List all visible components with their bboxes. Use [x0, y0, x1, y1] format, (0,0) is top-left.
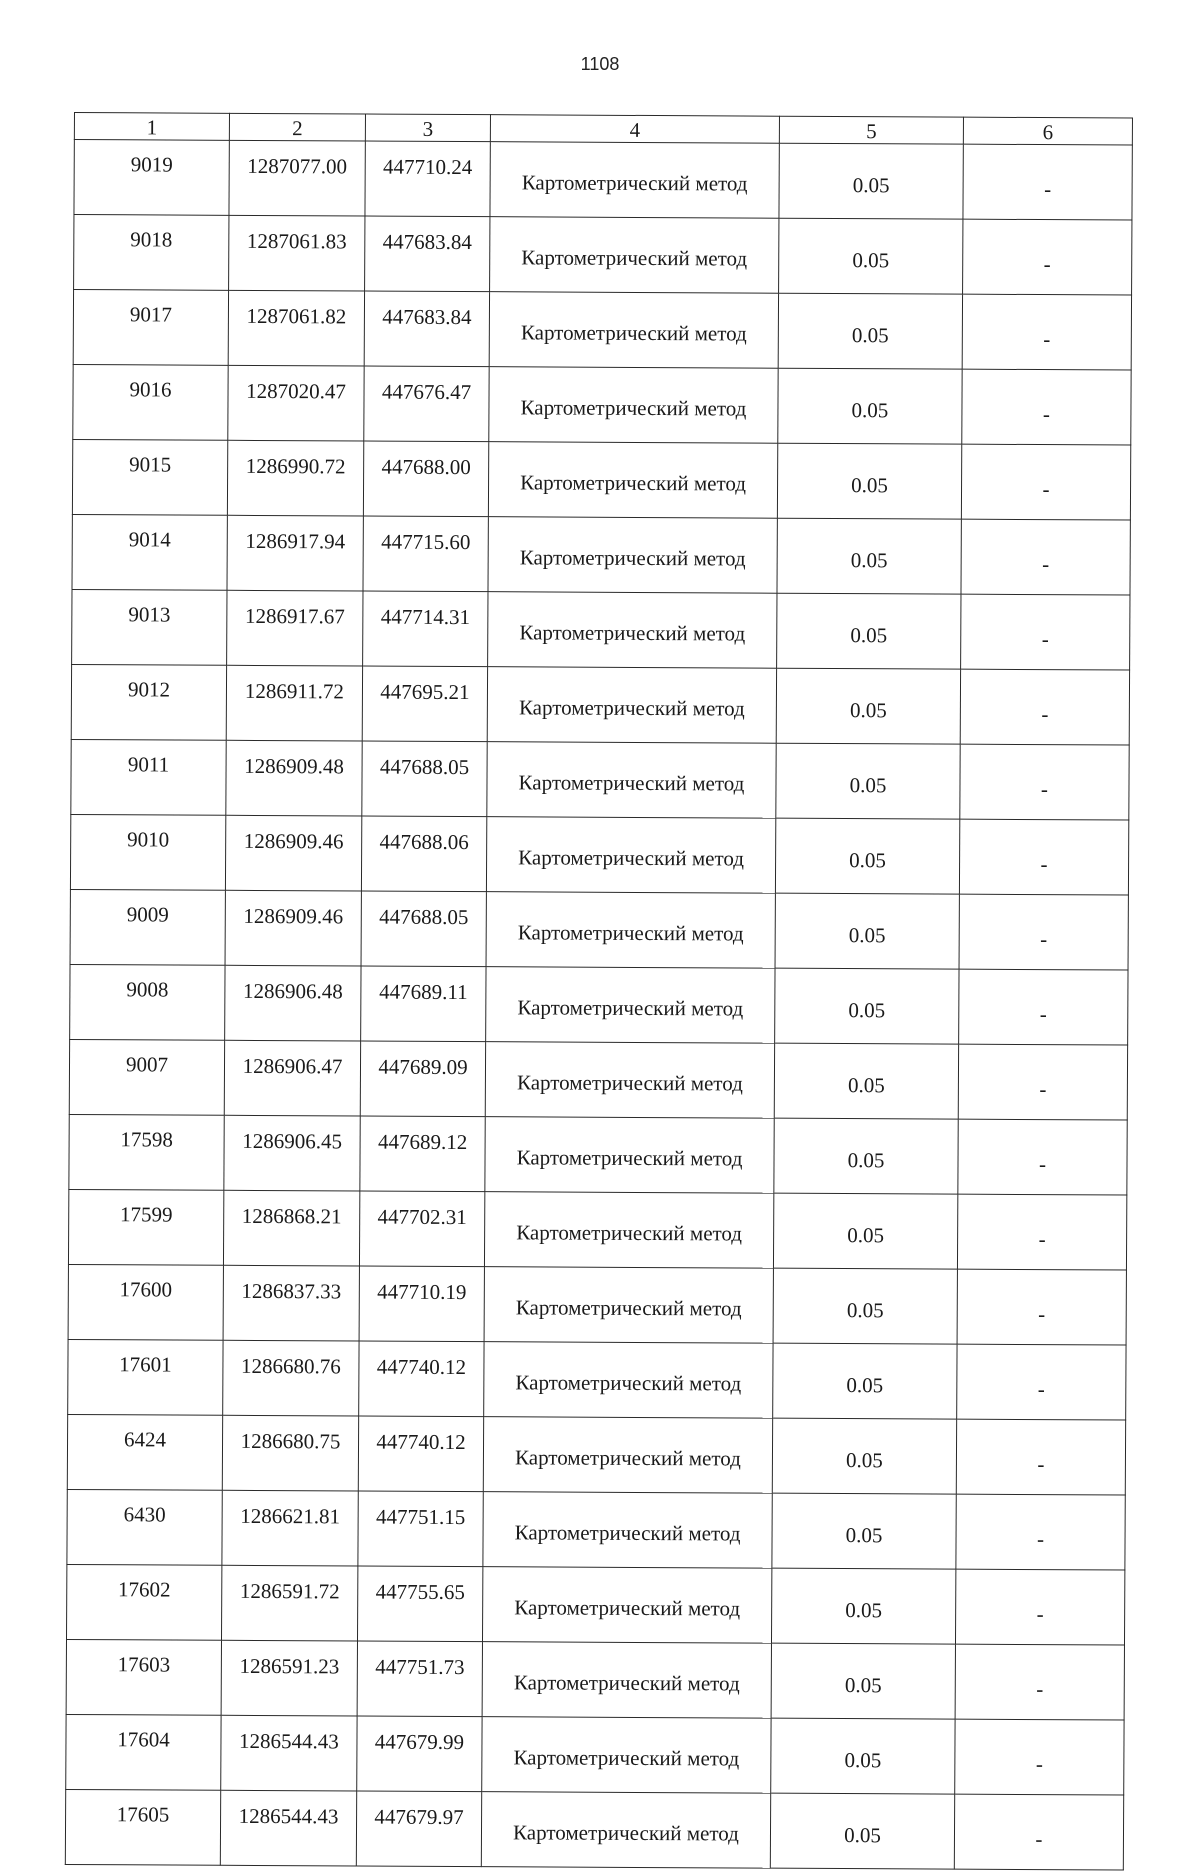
- x-coordinate-cell: 1286906.48: [225, 965, 361, 1041]
- table-row: [68, 1264, 1126, 1345]
- x-coordinate-cell: 1286990.72: [227, 440, 363, 516]
- y-coordinate-cell: 447688.06: [361, 816, 486, 892]
- table-row: [66, 1639, 1124, 1720]
- method-cell: Картометрический метод: [484, 1192, 773, 1269]
- point-number-cell: 17605: [65, 1789, 220, 1865]
- note-cell: -: [958, 1119, 1127, 1195]
- y-coordinate-cell: 447714.31: [363, 591, 488, 667]
- point-number-cell: 9018: [74, 215, 229, 291]
- point-number-cell: 17598: [69, 1114, 224, 1190]
- point-number-cell: 9010: [70, 814, 225, 890]
- x-coordinate-cell: 1286621.81: [222, 1490, 358, 1566]
- method-cell: Картометрический метод: [484, 1342, 773, 1419]
- note-cell: -: [954, 1794, 1123, 1870]
- note-cell: -: [955, 1719, 1124, 1795]
- x-coordinate-cell: 1286680.75: [222, 1415, 358, 1491]
- point-number-cell: 17604: [66, 1714, 221, 1790]
- accuracy-cell: 0.05: [771, 1568, 955, 1644]
- note-cell: -: [957, 1269, 1126, 1345]
- column-header-3: 3: [365, 114, 490, 142]
- accuracy-cell: 0.05: [773, 1268, 957, 1344]
- x-coordinate-cell: 1286591.23: [221, 1640, 357, 1716]
- table-row: [69, 1114, 1127, 1195]
- column-header-2: 2: [229, 113, 365, 141]
- method-cell: Картометрический метод: [486, 967, 775, 1044]
- x-coordinate-cell: 1286917.94: [227, 515, 363, 591]
- x-coordinate-cell: 1286906.47: [224, 1040, 360, 1116]
- note-cell: -: [958, 1044, 1127, 1120]
- method-cell: Картометрический метод: [482, 1567, 771, 1644]
- point-number-cell: 9008: [70, 964, 225, 1040]
- coordinates-table: [65, 112, 1133, 1871]
- x-coordinate-cell: 1286917.67: [227, 590, 363, 666]
- y-coordinate-cell: 447751.15: [358, 1491, 483, 1567]
- table-row: [65, 1789, 1123, 1870]
- accuracy-cell: 0.05: [774, 1043, 958, 1119]
- accuracy-cell: 0.05: [779, 143, 963, 219]
- method-cell: Картометрический метод: [487, 667, 776, 744]
- y-coordinate-cell: 447755.65: [357, 1566, 482, 1642]
- point-number-cell: 17600: [68, 1264, 223, 1340]
- point-number-cell: 9014: [72, 514, 227, 590]
- accuracy-cell: 0.05: [773, 1193, 957, 1269]
- accuracy-cell: 0.05: [778, 368, 962, 444]
- page-number: 1108: [580, 54, 620, 74]
- point-number-cell: 9012: [71, 664, 226, 740]
- y-coordinate-cell: 447689.09: [360, 1041, 485, 1117]
- y-coordinate-cell: 447740.12: [358, 1416, 483, 1492]
- method-cell: Картометрический метод: [486, 817, 775, 894]
- method-cell: Картометрический метод: [481, 1792, 770, 1869]
- table-row: [70, 964, 1128, 1045]
- table-row: [72, 439, 1130, 520]
- note-cell: -: [961, 594, 1130, 670]
- y-coordinate-cell: 447710.19: [359, 1266, 484, 1342]
- table-row: [72, 589, 1130, 670]
- x-coordinate-cell: 1286837.33: [223, 1265, 359, 1341]
- accuracy-cell: 0.05: [775, 968, 959, 1044]
- column-header-6: 6: [963, 117, 1132, 145]
- table-body: [65, 140, 1132, 1871]
- accuracy-cell: 0.05: [776, 743, 960, 819]
- table-row: [67, 1414, 1125, 1495]
- point-number-cell: 9007: [69, 1039, 224, 1115]
- note-cell: -: [960, 744, 1129, 820]
- point-number-cell: 17601: [68, 1339, 223, 1415]
- method-cell: Картометрический метод: [486, 892, 775, 969]
- table-row: [70, 889, 1128, 970]
- point-number-cell: 9017: [73, 290, 228, 366]
- point-number-cell: 9011: [71, 739, 226, 815]
- method-cell: Картометрический метод: [489, 292, 778, 369]
- table-row: [71, 739, 1129, 820]
- accuracy-cell: 0.05: [777, 518, 961, 594]
- accuracy-cell: 0.05: [771, 1643, 955, 1719]
- column-header-5: 5: [779, 116, 963, 144]
- method-cell: Картометрический метод: [487, 742, 776, 819]
- table-row: [72, 514, 1130, 595]
- y-coordinate-cell: 447695.21: [362, 666, 487, 742]
- y-coordinate-cell: 447710.24: [365, 141, 490, 217]
- y-coordinate-cell: 447751.73: [357, 1641, 482, 1717]
- y-coordinate-cell: 447683.84: [364, 291, 489, 367]
- method-cell: Картометрический метод: [489, 367, 778, 444]
- x-coordinate-cell: 1286544.43: [220, 1790, 356, 1866]
- point-number-cell: 9013: [72, 589, 227, 665]
- y-coordinate-cell: 447688.05: [362, 741, 487, 817]
- method-cell: Картометрический метод: [483, 1492, 772, 1569]
- x-coordinate-cell: 1286909.46: [225, 890, 361, 966]
- accuracy-cell: 0.05: [775, 818, 959, 894]
- accuracy-cell: 0.05: [775, 893, 959, 969]
- y-coordinate-cell: 447689.11: [361, 966, 486, 1042]
- point-number-cell: 9015: [72, 439, 227, 515]
- column-header-1: 1: [74, 113, 229, 141]
- note-cell: -: [962, 369, 1131, 445]
- x-coordinate-cell: 1286544.43: [221, 1715, 357, 1791]
- table-row: [66, 1714, 1124, 1795]
- point-number-cell: 9019: [74, 140, 229, 216]
- x-coordinate-cell: 1287061.82: [228, 290, 364, 366]
- y-coordinate-cell: 447688.00: [363, 441, 488, 517]
- y-coordinate-cell: 447715.60: [363, 516, 488, 592]
- table-row: [71, 664, 1129, 745]
- method-cell: Картометрический метод: [482, 1717, 771, 1794]
- method-cell: Картометрический метод: [484, 1267, 773, 1344]
- coordinates-sheet: [65, 112, 1132, 1871]
- y-coordinate-cell: 447679.97: [356, 1791, 481, 1867]
- table-row: [68, 1189, 1126, 1270]
- method-cell: Картометрический метод: [488, 592, 777, 669]
- y-coordinate-cell: 447702.31: [359, 1191, 484, 1267]
- note-cell: -: [956, 1494, 1125, 1570]
- method-cell: Картометрический метод: [488, 517, 777, 594]
- point-number-cell: 17599: [68, 1189, 223, 1265]
- note-cell: -: [960, 669, 1129, 745]
- note-cell: -: [962, 294, 1131, 370]
- accuracy-cell: 0.05: [770, 1793, 954, 1869]
- x-coordinate-cell: 1287061.83: [229, 215, 365, 291]
- table-row: [73, 364, 1131, 445]
- table-row: [67, 1489, 1125, 1570]
- table-row: [67, 1564, 1125, 1645]
- x-coordinate-cell: 1286906.45: [224, 1115, 360, 1191]
- note-cell: -: [959, 894, 1128, 970]
- x-coordinate-cell: 1286909.46: [225, 815, 361, 891]
- point-number-cell: 9009: [70, 889, 225, 965]
- y-coordinate-cell: 447689.12: [360, 1116, 485, 1192]
- accuracy-cell: 0.05: [779, 218, 963, 294]
- note-cell: -: [961, 444, 1130, 520]
- x-coordinate-cell: 1286868.21: [223, 1190, 359, 1266]
- note-cell: -: [957, 1344, 1126, 1420]
- table-row: [73, 290, 1131, 371]
- table-row: [70, 814, 1128, 895]
- note-cell: -: [955, 1569, 1124, 1645]
- accuracy-cell: 0.05: [778, 293, 962, 369]
- y-coordinate-cell: 447683.84: [365, 216, 490, 292]
- accuracy-cell: 0.05: [773, 1343, 957, 1419]
- note-cell: -: [955, 1644, 1124, 1720]
- x-coordinate-cell: 1286911.72: [226, 665, 362, 741]
- note-cell: -: [956, 1419, 1125, 1495]
- accuracy-cell: 0.05: [774, 1118, 958, 1194]
- note-cell: -: [963, 144, 1132, 220]
- method-cell: Картометрический метод: [482, 1642, 771, 1719]
- x-coordinate-cell: 1286680.76: [223, 1340, 359, 1416]
- x-coordinate-cell: 1287077.00: [229, 140, 365, 216]
- method-cell: Картометрический метод: [490, 217, 779, 294]
- method-cell: Картометрический метод: [485, 1117, 774, 1194]
- x-coordinate-cell: 1286591.72: [221, 1565, 357, 1641]
- y-coordinate-cell: 447679.99: [357, 1716, 482, 1792]
- method-cell: Картометрический метод: [485, 1042, 774, 1119]
- table-row: [74, 140, 1132, 221]
- method-cell: Картометрический метод: [488, 442, 777, 519]
- x-coordinate-cell: 1286909.48: [226, 740, 362, 816]
- method-cell: Картометрический метод: [483, 1417, 772, 1494]
- y-coordinate-cell: 447676.47: [364, 366, 489, 442]
- point-number-cell: 6424: [67, 1414, 222, 1490]
- table-row: [69, 1039, 1127, 1120]
- note-cell: -: [963, 219, 1132, 295]
- point-number-cell: 17603: [66, 1639, 221, 1715]
- point-number-cell: 6430: [67, 1489, 222, 1565]
- note-cell: -: [957, 1194, 1126, 1270]
- accuracy-cell: 0.05: [777, 593, 961, 669]
- method-cell: Картометрический метод: [490, 142, 779, 219]
- accuracy-cell: 0.05: [772, 1493, 956, 1569]
- accuracy-cell: 0.05: [777, 443, 961, 519]
- point-number-cell: 17602: [67, 1564, 222, 1640]
- y-coordinate-cell: 447688.05: [361, 891, 486, 967]
- x-coordinate-cell: 1287020.47: [228, 365, 364, 441]
- table-row: [74, 215, 1132, 296]
- column-header-4: 4: [490, 115, 779, 144]
- accuracy-cell: 0.05: [776, 668, 960, 744]
- note-cell: -: [961, 519, 1130, 595]
- point-number-cell: 9016: [73, 364, 228, 440]
- note-cell: -: [959, 819, 1128, 895]
- note-cell: -: [959, 969, 1128, 1045]
- accuracy-cell: 0.05: [771, 1718, 955, 1794]
- y-coordinate-cell: 447740.12: [359, 1341, 484, 1417]
- table-row: [68, 1339, 1126, 1420]
- accuracy-cell: 0.05: [772, 1418, 956, 1494]
